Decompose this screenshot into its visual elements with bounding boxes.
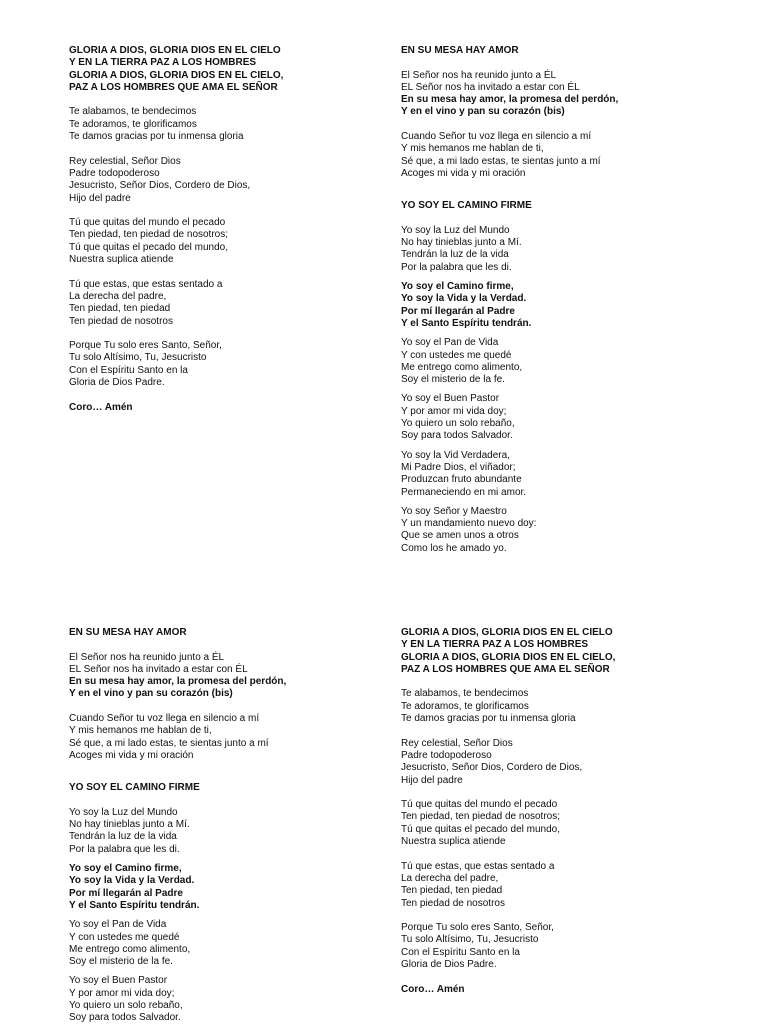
song-title: GLORIA A DIOS, GLORIA DIOS EN EL CIELO Y EN LA TIERRA PAZ A LOS HOMBRES GLORIA A DIOS, GLORIA DIOS EN EL CIELO, PAZ A LOS HOMBRES QUE AMA EL SEÑOR xyxy=(69,45,284,93)
stanza: Porque Tu solo eres Santo, Señor, Tu solo Altísimo, Tu, Jesucristo Con el Espíritu Santo en la Gloria de Dios Padre. xyxy=(401,922,554,971)
song-title: GLORIA A DIOS, GLORIA DIOS EN EL CIELO Y EN LA TIERRA PAZ A LOS HOMBRES GLORIA A DIOS, GLORIA DIOS EN EL CIELO, PAZ A LOS HOMBRES QUE AMA EL SEÑOR xyxy=(401,627,616,675)
coro-line: Coro… Amén xyxy=(69,401,133,413)
stanza: Yo soy el Pan de Vida Y con ustedes me quedé Me entrego como alimento, Soy el misterio de la fe. xyxy=(401,337,523,386)
stanza: Rey celestial, Señor Dios Padre todopoderoso Jesucristo, Señor Dios, Cordero de Dios, Hijo del padre xyxy=(69,155,251,204)
coro-line: Coro… Amén xyxy=(401,983,465,995)
song-title: YO SOY EL CAMINO FIRME xyxy=(69,782,200,794)
stanza: Yo soy la Luz del Mundo No hay tinieblas junto a Mí. Tendrán la luz de la vida Por la palabra que les di. xyxy=(401,224,522,273)
stanza: Te alabamos, te bendecimos Te adoramos, te glorificamos Te damos gracias por tu inmensa gloria xyxy=(69,106,244,143)
stanza: Yo soy la Luz del Mundo No hay tinieblas junto a Mí. Tendrán la luz de la vida Por la palabra que les di. xyxy=(69,806,190,855)
chorus: Yo soy el Camino firme, Yo soy la Vida y la Verdad. Por mí llegarán al Padre Y el Santo Espíritu tendrán. xyxy=(69,863,200,911)
stanza: Yo soy el Pan de Vida Y con ustedes me quedé Me entrego como alimento, Soy el misterio de la fe. xyxy=(69,919,191,968)
gloria-song-bottom xyxy=(401,627,741,996)
stanza: Yo soy Señor y Maestro Y un mandamiento nuevo doy: Que se amen unos a otros Como los he amado yo. xyxy=(401,505,537,554)
song-title: EN SU MESA HAY AMOR xyxy=(401,45,519,56)
stanza: El Señor nos ha reunido junto a ÉL EL Señor nos ha invitado a estar con ÉL En su mesa hay amor, la promesa del perdón, Y en el vino y pan su corazón (bis) xyxy=(69,651,287,700)
stanza: Yo soy el Buen Pastor Y por amor mi vida doy; Yo quiero un solo rebaño, Soy para todos Salvador. xyxy=(401,393,515,442)
stanza: Tú que estas, que estas sentado a La derecha del padre, Ten piedad, ten piedad Ten piedad de nosotros xyxy=(69,278,223,327)
stanza: Yo soy el Buen Pastor Y por amor mi vida doy; Yo quiero un solo rebaño, Soy para todos Salvador. xyxy=(69,975,183,1024)
stanza: Tú que quitas del mundo el pecado Ten piedad, ten piedad de nosotros; Tú que quitas el pecado del mundo, Nuestra suplica atiende xyxy=(69,217,229,266)
chorus: Yo soy el Camino firme, Yo soy la Vida y la Verdad. Por mí llegarán al Padre Y el Santo Espíritu tendrán. xyxy=(401,281,532,329)
mesa-camino-songs-top xyxy=(401,45,741,562)
stanza: Cuando Señor tu voz llega en silencio a mí Y mis hemanos me hablan de ti, Sé que, a mi lado estas, te sientas junto a mí Acoges mi vida y mi oración xyxy=(69,713,269,761)
song-title: YO SOY EL CAMINO FIRME xyxy=(401,200,532,212)
stanza: Tú que estas, que estas sentado a La derecha del padre, Ten piedad, ten piedad Ten piedad de nosotros xyxy=(401,860,555,909)
stanza: Tú que quitas del mundo el pecado Ten piedad, ten piedad de nosotros; Tú que quitas el pecado del mundo, Nuestra suplica atiende xyxy=(401,799,561,848)
stanza: Rey celestial, Señor Dios Padre todopoderoso Jesucristo, Señor Dios, Cordero de Dios, Hijo del padre xyxy=(401,737,583,786)
stanza: Cuando Señor tu voz llega en silencio a mí Y mis hemanos me hablan de ti, Sé que, a mi lado estas, te sientas junto a mí Acoges mi vida y mi oración xyxy=(401,131,601,179)
song-title: EN SU MESA HAY AMOR xyxy=(69,627,187,638)
stanza: El Señor nos ha reunido junto a ÉL EL Señor nos ha invitado a estar con ÉL En su mesa hay amor, la promesa del perdón, Y en el vino y pan su corazón (bis) xyxy=(401,69,619,118)
stanza: Porque Tu solo eres Santo, Señor, Tu solo Altísimo, Tu, Jesucristo Con el Espíritu Santo en la Gloria de Dios Padre. xyxy=(69,340,222,389)
stanza: Te alabamos, te bendecimos Te adoramos, te glorificamos Te damos gracias por tu inmensa gloria xyxy=(401,688,576,725)
mesa-camino-songs-bottom xyxy=(69,627,409,1032)
gloria-song-top xyxy=(69,45,409,414)
stanza: Yo soy la Vid Verdadera, Mi Padre Dios, el viñador; Produzcan fruto abundante Permaneciendo en mi amor. xyxy=(401,449,527,498)
